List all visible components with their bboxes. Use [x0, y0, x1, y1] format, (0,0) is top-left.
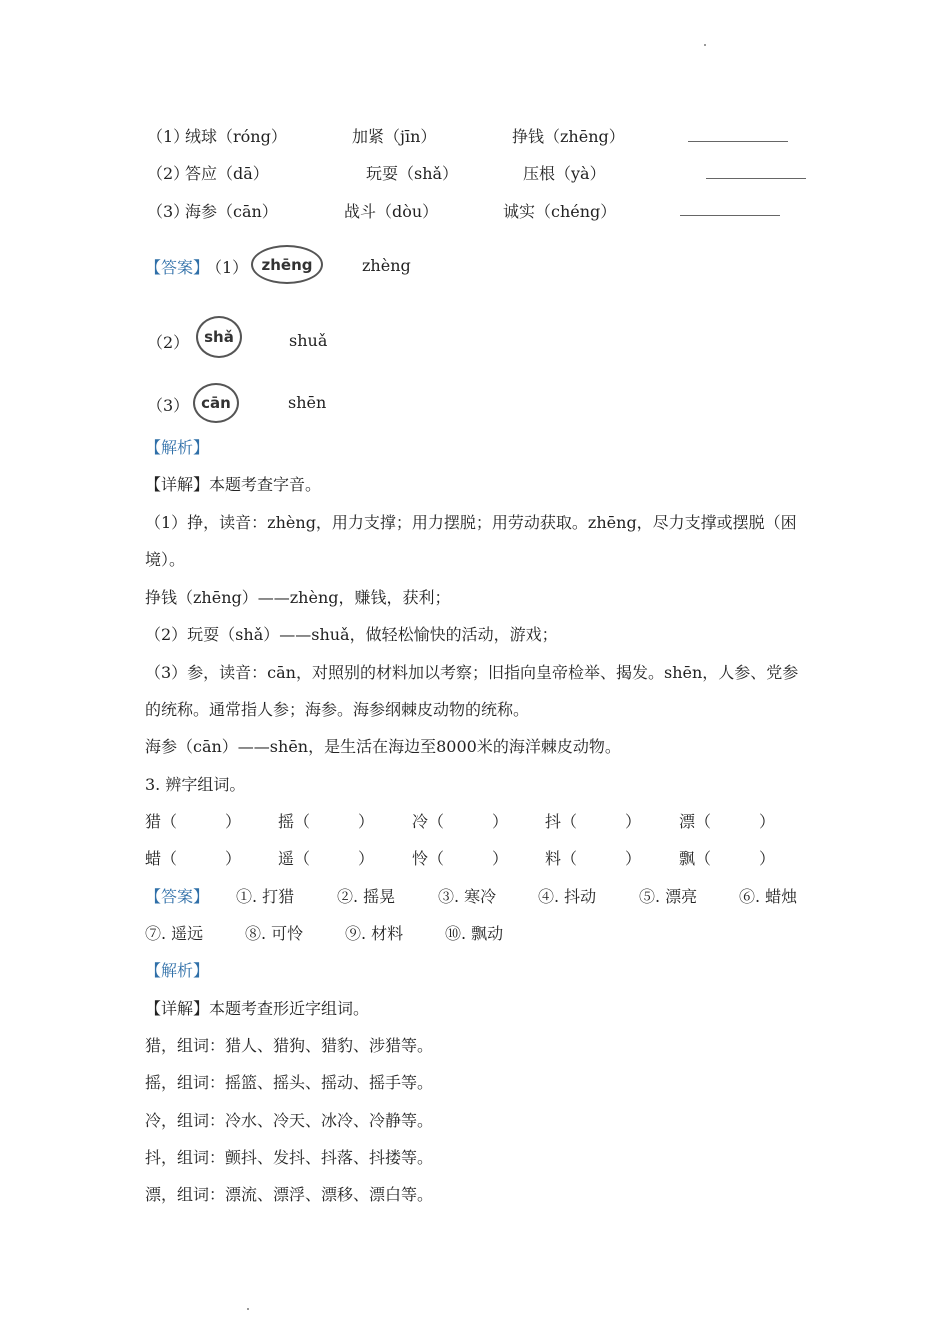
q3-answer-9: ⑨. 材料 — [345, 924, 404, 943]
q2-row-3-word-2: 战斗（dòu） — [344, 202, 439, 221]
q2-answer-3-correct: shēn — [288, 393, 327, 412]
q2-detail-label: 【详解】 — [145, 475, 210, 494]
q3-answer-2: ②. 摇晃 — [337, 887, 396, 906]
q3-answer-8: ⑧. 可怜 — [245, 924, 304, 943]
q3-row2-item-5: 飘（ ） — [679, 849, 776, 868]
q2-row-3-num: （3） — [147, 202, 190, 221]
q3-analysis-line-4: 抖，组词：颤抖、发抖、抖落、抖搂等。 — [145, 1148, 434, 1167]
q2-analysis-line-7: 海参（cān）——shēn，是生活在海边至8000米的海洋棘皮动物。 — [145, 737, 621, 756]
q2-row-1-word-2: 加紧（jīn） — [352, 127, 437, 146]
q2-row-2-word-3: 压根（yà） — [523, 164, 606, 183]
q2-analysis-line-4: （2）玩耍（shǎ）——shuǎ，做轻松愉快的活动，游戏； — [145, 625, 558, 644]
q3-analysis-line-5: 漂，组词：漂流、漂浮、漂移、漂白等。 — [145, 1185, 434, 1204]
q2-analysis-line-5: （3）参，读音：cān，对照别的材料加以考察；旧指向皇帝检举、揭发。shēn，人参、党参 — [145, 663, 799, 682]
q3-analysis-label: 【解析】 — [145, 961, 210, 980]
q2-answer-1-num: （1） — [206, 258, 249, 277]
q3-analysis-line-1: 猎，组词：猎人、猎狗、猎豹、涉猎等。 — [145, 1036, 434, 1055]
q2-analysis-line-2: 境）。 — [145, 550, 186, 569]
q2-row-3-word-3: 诚实（chéng） — [503, 202, 617, 221]
q2-row-1-word-1: 绒球（róng） — [185, 127, 287, 146]
q3-answer-4: ④. 抖动 — [538, 887, 597, 906]
q2-analysis-line-1: （1）挣，读音：zhèng，用力支撑；用力摆脱；用劳动获取。zhēng，尽力支撑或摆脱（困 — [145, 513, 797, 532]
q3-analysis-line-2: 摇，组词：摇篮、摇头、摇动、摇手等。 — [145, 1073, 434, 1092]
q2-answer-3-num: （3） — [147, 396, 190, 415]
q3-row1-item-1: 猎（ ） — [145, 812, 242, 831]
q3-row1-item-4: 抖（ ） — [545, 812, 642, 831]
q2-analysis-line-6: 的统称。通常指人参；海参。海参纲棘皮动物的统称。 — [145, 700, 530, 719]
q3-answer-7: ⑦. 遥远 — [145, 924, 204, 943]
q2-analysis-label: 【解析】 — [145, 438, 210, 457]
q2-answer-2-correct: shuǎ — [289, 331, 328, 350]
q2-answer-1-correct: zhèng — [362, 256, 411, 275]
q3-row2-item-1: 蜡（ ） — [145, 849, 242, 868]
q3-analysis-line-3: 冷，组词：冷水、冷天、冰冷、冷静等。 — [145, 1111, 434, 1130]
q2-answer-1-circled: zhēng — [251, 245, 323, 284]
q3-row2-item-4: 料（ ） — [545, 849, 642, 868]
q2-answer-3-circled: cān — [193, 383, 239, 423]
q2-detail-line — [145, 472, 321, 495]
q2-row-1-word-3: 挣钱（zhēng） — [512, 127, 625, 146]
q3-detail-line — [145, 996, 369, 1019]
page-dot-top — [704, 44, 706, 46]
q2-answer-label: 【答案】 — [145, 258, 210, 277]
q3-title: 3. 辨字组词。 — [145, 775, 246, 794]
q2-row-2-num: （2） — [147, 164, 190, 183]
q2-answer-2-num: （2） — [147, 333, 190, 352]
q2-row-2-blank — [706, 178, 806, 179]
q2-row-1-num: （1） — [147, 127, 190, 146]
page-dot-bottom — [247, 1308, 249, 1310]
q3-row2-item-3: 怜（ ） — [412, 849, 509, 868]
q2-row-3-blank — [680, 215, 780, 216]
q3-answer-10: ⑩. 飘动 — [445, 924, 504, 943]
q2-row-2-word-1: 答应（dā） — [185, 164, 269, 183]
q3-row2-item-2: 遥（ ） — [278, 849, 375, 868]
q3-row1-item-5: 漂（ ） — [679, 812, 776, 831]
q2-answer-2-circled: shǎ — [196, 316, 242, 358]
q3-detail-intro: 本题考查形近字组词。 — [209, 999, 370, 1018]
q3-answer-6: ⑥. 蜡烛 — [739, 887, 798, 906]
q3-row1-item-2: 摇（ ） — [278, 812, 375, 831]
q3-answer-5: ⑤. 漂亮 — [639, 887, 698, 906]
q2-row-1-blank — [688, 141, 788, 142]
q3-answer-label: 【答案】 — [145, 887, 210, 906]
q3-detail-label: 【详解】 — [145, 999, 210, 1018]
q2-analysis-line-3: 挣钱（zhēng）——zhèng，赚钱，获利； — [145, 588, 451, 607]
q3-answer-3: ③. 寒冷 — [438, 887, 497, 906]
q3-row1-item-3: 冷（ ） — [412, 812, 509, 831]
q2-detail-intro: 本题考查字音。 — [209, 475, 322, 494]
q2-row-3-word-1: 海参（cān） — [185, 202, 278, 221]
q2-row-2-word-2: 玩耍（shǎ） — [366, 164, 459, 183]
q3-answer-1: ①. 打猎 — [236, 887, 295, 906]
